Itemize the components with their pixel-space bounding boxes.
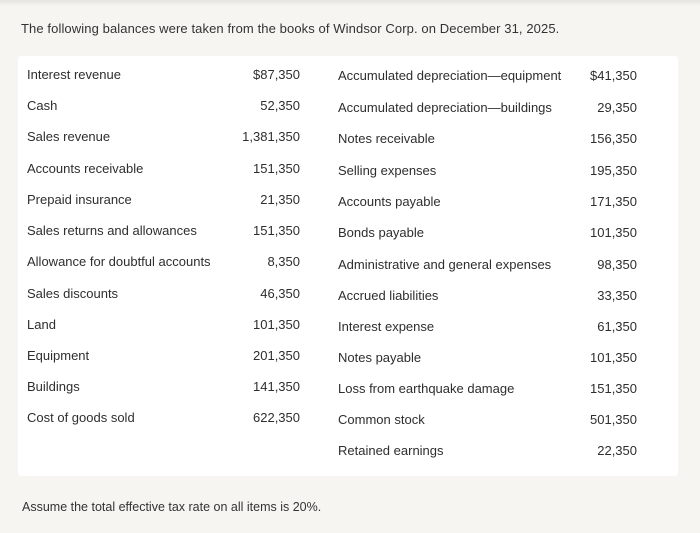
account-value: 98,350 [597, 257, 637, 272]
account-value: 101,350 [590, 225, 637, 240]
right-row [0, 442, 700, 462]
account-label: Retained earnings [338, 443, 444, 458]
account-label: Sales discounts [27, 286, 119, 301]
right-row [0, 162, 700, 182]
right-row [0, 99, 700, 119]
right-row [0, 318, 700, 338]
account-value: 195,350 [590, 163, 637, 178]
account-value: 22,350 [597, 443, 637, 458]
account-label: Land [27, 317, 56, 332]
account-label: Accumulated depreciation—equipment [338, 68, 562, 83]
right-row [0, 224, 700, 244]
account-value: $87,350 [253, 67, 300, 82]
account-label: Buildings [27, 379, 80, 394]
account-label: Sales returns and allowances [27, 223, 197, 238]
account-value: 29,350 [597, 100, 637, 115]
account-value: 1,381,350 [242, 129, 300, 144]
right-row [0, 411, 700, 431]
account-label: Cash [27, 98, 58, 113]
account-value: 21,350 [260, 192, 300, 207]
account-value: 151,350 [253, 161, 300, 176]
account-value: 8,350 [267, 254, 300, 269]
account-value: 151,350 [253, 223, 300, 238]
account-value: 141,350 [253, 379, 300, 394]
account-label: Selling expenses [338, 163, 437, 178]
right-row [0, 256, 700, 276]
account-label: Equipment [27, 348, 90, 363]
account-label: Interest revenue [27, 67, 121, 82]
account-value: 501,350 [590, 412, 637, 427]
account-value: 171,350 [590, 194, 637, 209]
right-row [0, 193, 700, 213]
account-value: 156,350 [590, 131, 637, 146]
tax-rate-note: Assume the total effective tax rate on all items is 20%. [22, 500, 322, 514]
problem-intro: The following balances were taken from the books of Windsor Corp. on December 31, 2025. [21, 21, 560, 36]
account-label: Allowance for doubtful accounts [27, 254, 211, 269]
account-value: 52,350 [260, 98, 300, 113]
account-label: Accumulated depreciation—buildings [338, 100, 552, 115]
account-label: Notes payable [338, 350, 422, 365]
top-edge [0, 0, 700, 6]
account-value: 46,350 [260, 286, 300, 301]
right-row [0, 287, 700, 307]
account-label: Accounts payable [338, 194, 441, 209]
account-value: $41,350 [590, 68, 637, 83]
right-row [0, 349, 700, 369]
account-value: 151,350 [590, 381, 637, 396]
right-row [0, 67, 700, 87]
account-value: 101,350 [590, 350, 637, 365]
account-label: Common stock [338, 412, 425, 427]
account-value: 33,350 [597, 288, 637, 303]
account-label: Sales revenue [27, 129, 111, 144]
account-label: Administrative and general expenses [338, 257, 552, 272]
account-label: Accrued liabilities [338, 288, 439, 303]
account-value: 201,350 [253, 348, 300, 363]
account-label: Cost of goods sold [27, 410, 135, 425]
account-label: Notes receivable [338, 131, 435, 146]
account-label: Accounts receivable [27, 161, 144, 176]
account-label: Bonds payable [338, 225, 425, 240]
account-value: 101,350 [253, 317, 300, 332]
right-row [0, 380, 700, 400]
account-value: 61,350 [597, 319, 637, 334]
account-value: 622,350 [253, 410, 300, 425]
account-label: Interest expense [338, 319, 435, 334]
account-label: Prepaid insurance [27, 192, 132, 207]
right-row [0, 130, 700, 150]
account-label: Loss from earthquake damage [338, 381, 515, 396]
